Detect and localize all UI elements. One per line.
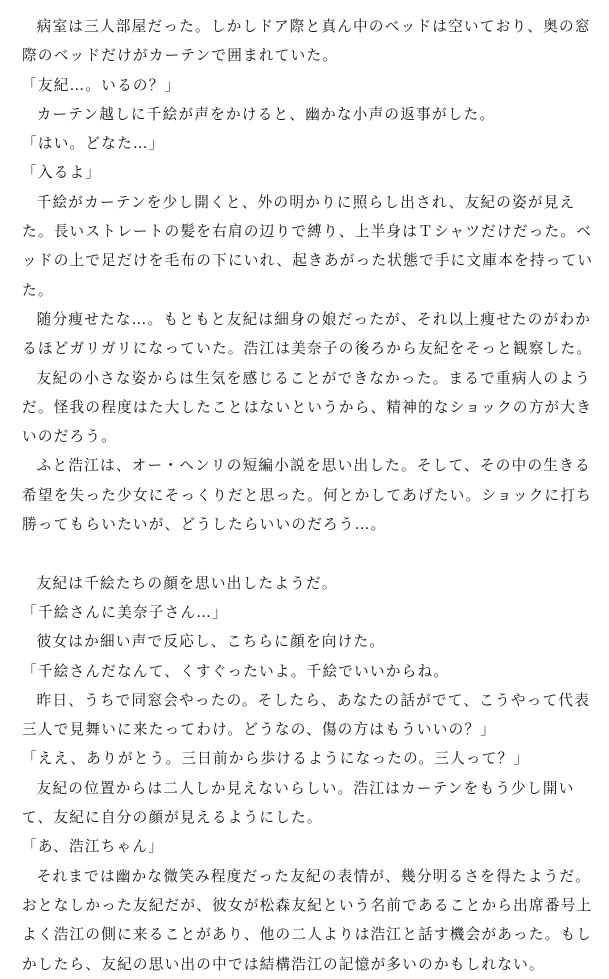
dialogue-line-4: 「千絵さんに美奈子さん…」 (22, 603, 228, 621)
paragraph-9: 昨日、うちで同窓会やったの。そしたら、あなたの話がでて、こうやって代表三人で見舞いに来たってわけ。どうなの、傷の方はもういいの？」 (22, 691, 591, 739)
paragraph-10: 友紀の位置からは二人しか見えないらしい。浩江はカーテンをもう少し開いて、友紀に自分の顔が見えるようにした。 (22, 779, 575, 827)
paragraph-8: 彼女はか細い声で反応し、こちらに顔を向けた。 (36, 633, 386, 651)
paragraph-5: 友紀の小さな姿からは生気を感じることができなかった。まるで重病人のようだ。怪我の程度はた大したことはないというから、精神的なショックの方が大きいのだろう。 (22, 369, 593, 446)
dialogue-line-6: 「ええ、ありがとう。三日前から歩けるようになったの。三人って？」 (22, 750, 530, 768)
dialogue-line-3: 「入るよ」 (22, 164, 102, 182)
paragraph-11: それまでは幽かな微笑み程度だった友紀の表情が、幾分明るさを得たようだ。おとなしかった友紀だが、彼女が松森友紀という名前であることから出席番号上よく浩江の側に来ることがあり、他の二人よりは浩江と話す機会があった。もしかしたら、友紀の思い出の中では結構浩江の記憶が多いのかもしれない。 (22, 867, 593, 973)
paragraph-6: ふと浩江は、オー・ヘンリの短編小説を思い出した。そして、その中の生きる希望を失った少女にそっくりだと思った。何とかしてあげたい。ショックに打ち勝ってもらいたいが、どうしたらいいのだろう…。 (22, 457, 593, 534)
paragraph-2: カーテン越しに千絵が声をかけると、幽かな小声の返事がした。 (36, 105, 496, 123)
paragraph-7: 友紀は千絵たちの顔を思い出したようだ。 (36, 574, 338, 592)
paragraph-1: 病室は三人部屋だった。しかしドア際と真ん中のベッドは空いており、奥の窓際のベッドだけがカーテンで囲まれていた。 (22, 18, 591, 65)
dialogue-line-1: 「友紀…。いるの？」 (22, 76, 181, 94)
paragraph-4: 随分痩せたな…。もともと友紀は細身の娘だったが、それ以上痩せたのがわかるほどガリガリになっていた。浩江は美奈子の後ろから友紀をそっと観察した。 (22, 310, 593, 358)
section-break (22, 539, 599, 568)
paragraph-3: 千絵がカーテンを少し開くと、外の明かりに照らし出され、友紀の姿が見えた。長いストレートの髪を右肩の辺りで縛り、上半身はＴシャツだけだった。ベッドの上で足だけを毛布の下にいれ、起きあがった状態で手に文庫本を持っていた。 (22, 193, 594, 299)
dialogue-line-2: 「はい。どなた…」 (22, 135, 165, 153)
dialogue-line-7: 「あ、浩江ちゃん」 (22, 838, 165, 856)
dialogue-line-5: 「千絵さんだなんて、くすぐったいよ。千絵でいいからね。 (22, 662, 450, 680)
